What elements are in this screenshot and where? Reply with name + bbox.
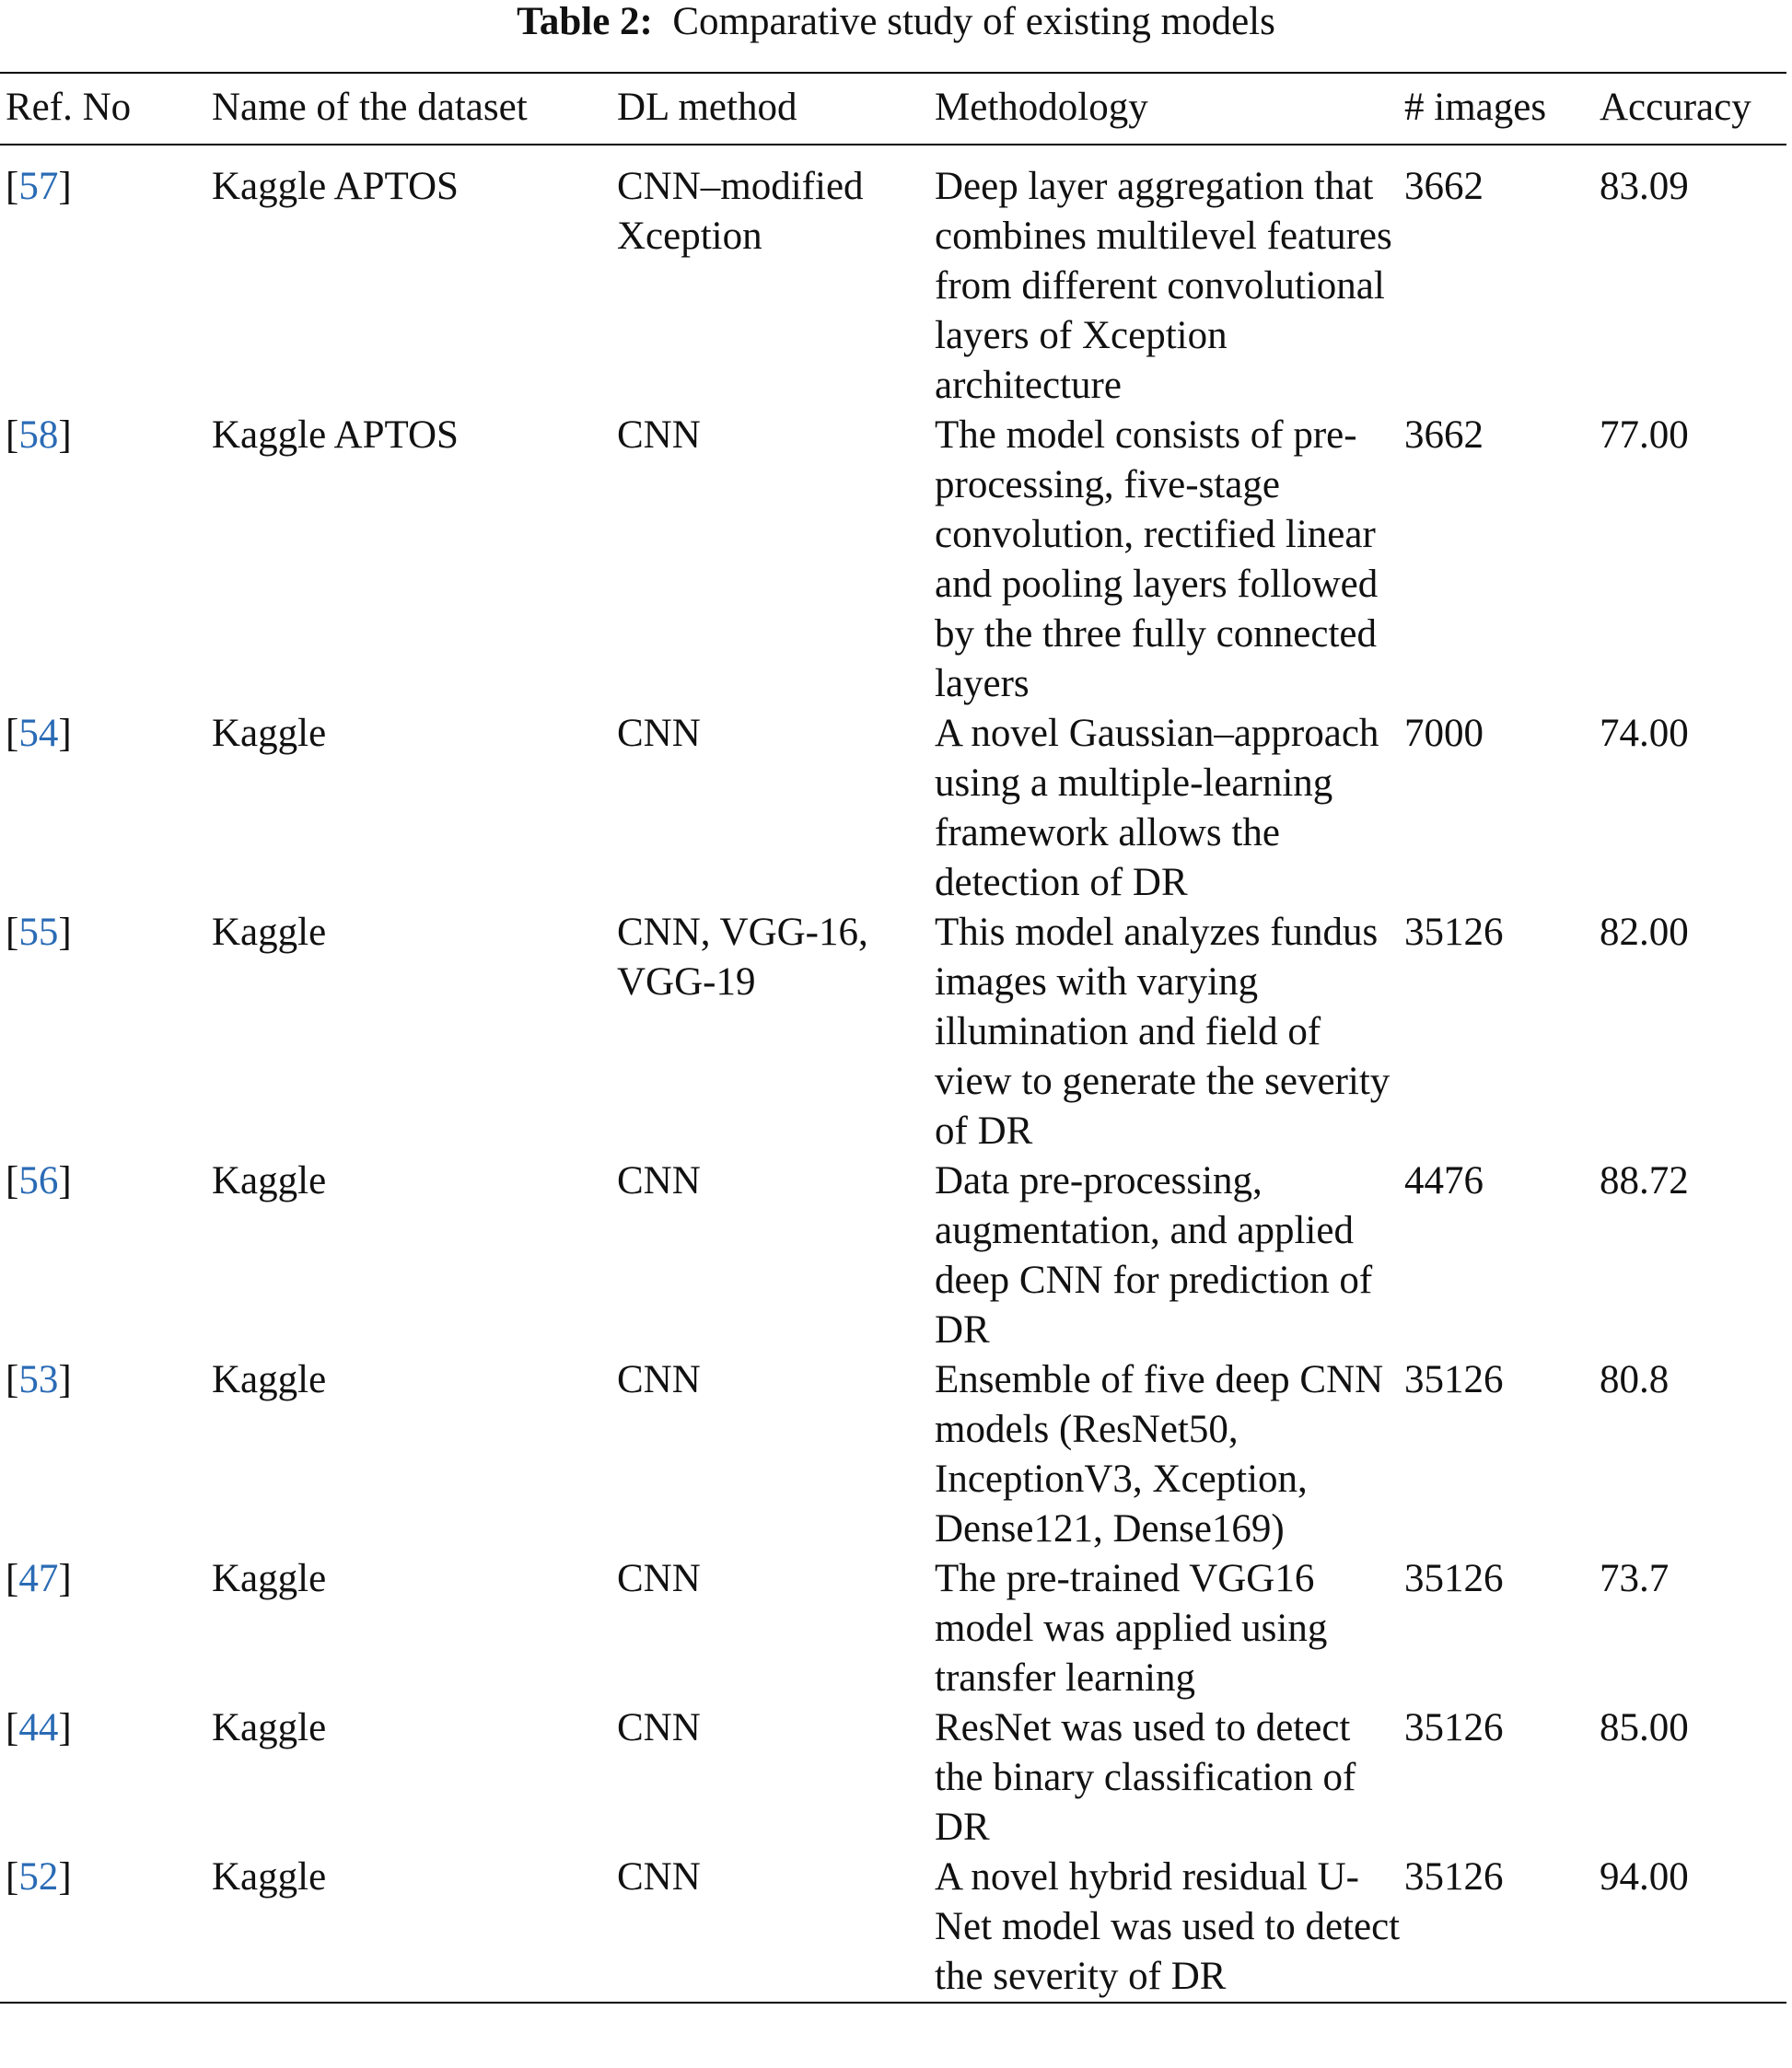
table-caption (0, 0, 1792, 44)
caption-label: Table 2: (517, 0, 653, 43)
dataset-cell: Kaggle APTOS (212, 413, 459, 457)
images-cell: 3662 (1404, 413, 1484, 457)
reference-link[interactable]: 56 (18, 1159, 59, 1202)
images-cell: 35126 (1404, 1706, 1504, 1749)
methodology-cell: The pre-trained VGG16 model was applied using transfer learning (935, 1557, 1328, 1700)
methodology-cell: This model analyzes fundus images with varying illumination and field of view to generate the severity of DR (935, 911, 1391, 1153)
accuracy-cell: 85.00 (1600, 1706, 1689, 1749)
methodology-cell: ResNet was used to detect the binary classification of DR (935, 1706, 1356, 1849)
ref-cell: [54] (6, 712, 72, 755)
accuracy-cell: 94.00 (1600, 1855, 1689, 1899)
images-cell: 7000 (1404, 712, 1484, 755)
accuracy-cell: 82.00 (1600, 911, 1689, 954)
ref-cell: [58] (6, 413, 72, 457)
images-cell: 35126 (1404, 911, 1504, 954)
dataset-cell: Kaggle (212, 712, 327, 755)
dl-method-cell: CNN (617, 1706, 701, 1749)
table-row (0, 1853, 1786, 2003)
images-cell: 3662 (1404, 165, 1484, 208)
dl-method-cell: CNN (617, 1557, 701, 1600)
ref-cell: [44] (6, 1706, 72, 1749)
ref-cell: [55] (6, 911, 72, 954)
images-cell: 35126 (1404, 1358, 1504, 1401)
methodology-cell: Data pre-processing, augmentation, and applied deep CNN for prediction of DR (935, 1159, 1373, 1352)
accuracy-cell: 88.72 (1600, 1159, 1689, 1202)
accuracy-cell: 77.00 (1600, 413, 1689, 457)
ref-cell: [57] (6, 165, 72, 208)
dataset-cell: Kaggle (212, 1706, 327, 1749)
table-row (0, 1703, 1786, 1853)
reference-link[interactable]: 44 (18, 1706, 59, 1749)
dataset-cell: Kaggle APTOS (212, 165, 459, 208)
table-row (0, 411, 1786, 709)
table-body (0, 145, 1786, 2003)
header-dl-method: DL method (617, 86, 797, 129)
table-header-row (0, 73, 1786, 145)
header-methodology: Methodology (935, 86, 1148, 129)
reference-link[interactable]: 58 (18, 413, 59, 457)
dl-method-cell: CNN (617, 413, 701, 457)
reference-link[interactable]: 47 (18, 1557, 59, 1600)
table-row (0, 145, 1786, 411)
dataset-cell: Kaggle (212, 1358, 327, 1401)
dataset-cell: Kaggle (212, 1855, 327, 1899)
reference-link[interactable]: 54 (18, 712, 59, 755)
accuracy-cell: 80.8 (1600, 1358, 1670, 1401)
table-row (0, 709, 1786, 908)
ref-cell: [47] (6, 1557, 72, 1600)
methodology-cell: A novel Gaussian–approach using a multiple-learning framework allows the detection of DR (935, 712, 1379, 904)
dl-method-cell: CNN (617, 1855, 701, 1899)
methodology-cell: The model consists of pre-processing, five-stage convolution, rectified linear and pooling layers followed by the three fully connected layers (935, 413, 1379, 705)
methodology-cell: A novel hybrid residual U-Net model was used to detect the severity of DR (935, 1855, 1401, 1998)
header-accuracy: Accuracy (1600, 86, 1751, 129)
images-cell: 35126 (1404, 1855, 1504, 1899)
comparison-table (0, 72, 1786, 2004)
dataset-cell: Kaggle (212, 911, 327, 954)
caption-title: Comparative study of existing models (672, 0, 1275, 43)
dl-method-cell: CNN (617, 712, 701, 755)
dl-method-cell: CNN (617, 1358, 701, 1401)
header-images: # images (1404, 86, 1547, 129)
dataset-cell: Kaggle (212, 1159, 327, 1202)
ref-cell: [53] (6, 1358, 72, 1401)
dl-method-cell: CNN, VGG-16, VGG-19 (617, 911, 868, 1004)
table-row (0, 1355, 1786, 1554)
reference-link[interactable]: 53 (18, 1358, 59, 1401)
ref-cell: [56] (6, 1159, 72, 1202)
dataset-cell: Kaggle (212, 1557, 327, 1600)
methodology-cell: Ensemble of five deep CNN models (ResNet50, InceptionV3, Xception, Dense121, Dense169) (935, 1358, 1384, 1551)
reference-link[interactable]: 57 (18, 165, 59, 208)
header-dataset: Name of the dataset (212, 86, 528, 129)
reference-link[interactable]: 52 (18, 1855, 59, 1899)
methodology-cell: Deep layer aggregation that combines multilevel features from different convolutional layers of Xception architecture (935, 165, 1392, 407)
table-row (0, 1554, 1786, 1703)
dl-method-cell: CNN–modified Xception (617, 165, 864, 258)
accuracy-cell: 74.00 (1600, 712, 1689, 755)
ref-cell: [52] (6, 1855, 72, 1899)
reference-link[interactable]: 55 (18, 911, 59, 954)
dl-method-cell: CNN (617, 1159, 701, 1202)
table-row (0, 908, 1786, 1156)
table-row (0, 1156, 1786, 1355)
images-cell: 35126 (1404, 1557, 1504, 1600)
accuracy-cell: 73.7 (1600, 1557, 1670, 1600)
images-cell: 4476 (1404, 1159, 1484, 1202)
accuracy-cell: 83.09 (1600, 165, 1689, 208)
header-ref-no: Ref. No (6, 86, 132, 129)
